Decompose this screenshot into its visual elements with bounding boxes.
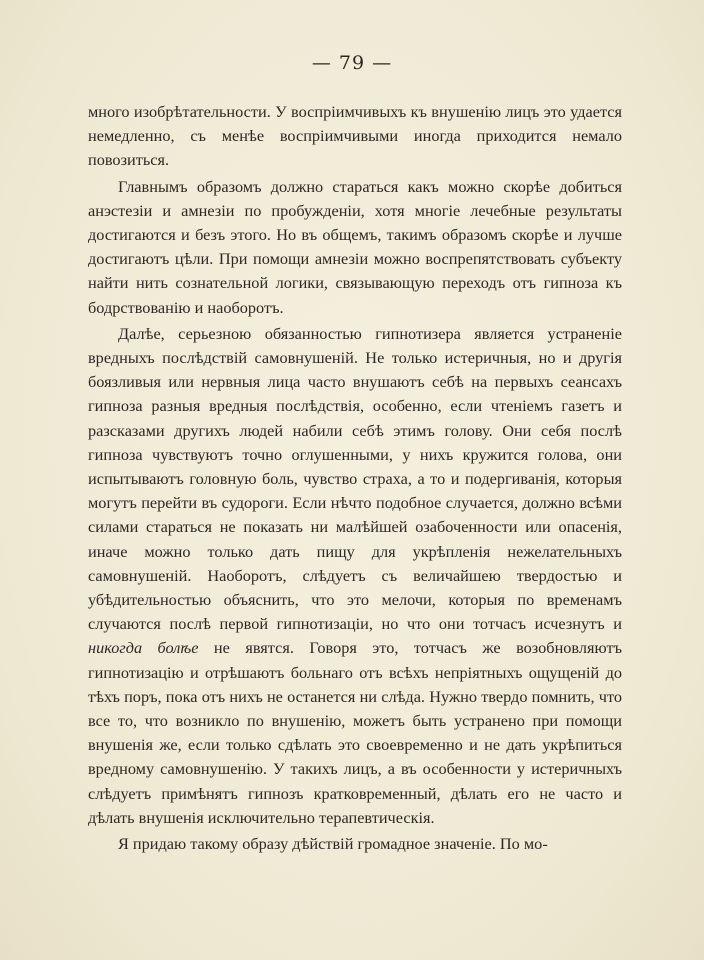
emphasis-text: никогда болѣе xyxy=(88,638,199,658)
paragraph-3-text-b: не явятся. Говоря это, тотчасъ же возобновляютъ гипнотизацію и отрѣшаютъ больнаго отъ всѣхъ непріятныхъ ощущеній до тѣхъ поръ, пока отъ нихъ не останется ни слѣда. Нужно твердо помнить, что все то, что возникло по внушенію, можетъ быть устранено при помощи внушенія же, если только сдѣлать это своевременно и не дать укрѣпиться вредному самовнушенію. У такихъ лицъ, а въ особенности у истеричныхъ слѣдуетъ примѣнятъ гипнозъ кратковременный, дѣлать его не часто и дѣлать внушенія исключительно терапевтическія. xyxy=(88,638,622,827)
paragraph-2: Главнымъ образомъ должно стараться какъ можно скорѣе добиться анэстезіи и амнезіи по пробужденіи, хотя многіе лечебные результаты достигаются и безъ этого. Но въ общемъ, такимъ образомъ скорѣе и лучше достигаютъ цѣли. При помощи амнезіи можно воспрепятствовать субъекту найти нить сознательной логики, связывающую переходъ отъ гипноза къ бодрствованію и наоборотъ. xyxy=(88,176,622,317)
paragraph-1: много изобрѣтательности. У воспріимчивыхъ къ внушенію лицъ это удается немедленно, съ менѣе воспріимчивыми иногда приходится немало повозиться. xyxy=(88,102,622,170)
paragraph-4: Я придаю такому образу дѣйствій громадное значеніе. По мо- xyxy=(118,834,548,854)
paragraph-3-text-a: Далѣе, серьезною обязанностью гипнотизера является устраненіе вредныхъ послѣдствій самовнушеній. Не только истеричныя, но и другія боязливыя или нервныя лица часто внушаютъ себѣ на первыхъ сеансахъ гипноза разныя вредныя послѣдствія, особенно, если чтеніемъ газетъ и разсказами другихъ людей набили себѣ этимъ голову. Они себя послѣ гипноза чувствуютъ точно оглушенными, у нихъ кружится голова, они испытываютъ головную боль, чувство страха, а то и подергиванія, которыя могутъ перейти въ судороги. Если нѣчто подобное случается, должно всѣми силами стараться не показать ни малѣйшей озабоченности или опасенія, иначе можно только дать пищу для укрѣпленія нежелательныхъ самовнушеній. Наоборотъ, слѣдуетъ съ величайшею твердостью и убѣдительностью объяснить, что это мелочи, которыя по временамъ случаются послѣ первой гипнотизаціи, но что они тотчасъ исчезнутъ и xyxy=(88,323,622,634)
page-body xyxy=(88,100,622,856)
page-number: — 79 — xyxy=(311,52,393,74)
paragraph-3 xyxy=(88,322,622,830)
